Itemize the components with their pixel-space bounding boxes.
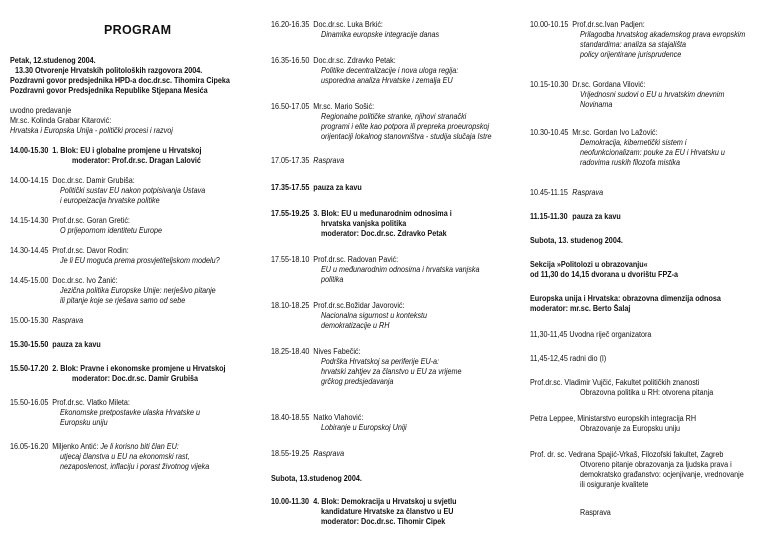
c3-talk-2: 10.15-10.30 Dr.sc. Gordana Vilović: (530, 80, 646, 89)
discussion-1: 15.00-15.30 Rasprava (10, 316, 84, 325)
talk-6-title-2: nezaposlenost, inflaciju i porast životnog vijeka (60, 462, 210, 471)
c2-talk-3-title-2: programi i elite kao potpora ili prepreka proeuropskoj (321, 122, 490, 131)
section-title: Sekcija »Politolozi u obrazovanju« (530, 260, 648, 269)
block3-header: 17.55-19.25 3. Blok: EU u međunarodnim odnosima i (271, 209, 452, 218)
c3-talk-1-title-2: standardima: analiza sa stajališta (580, 40, 687, 49)
c2-talk-7-title: Lobiranje u Europskoj Uniji (321, 423, 407, 432)
c2-coffee-break: 17.35-17.55 pauza za kavu (271, 183, 362, 192)
c3-saturday-date: Subota, 13. studenog 2004. (530, 236, 623, 245)
talk-6-title-1: utjecaj članstva u EU na ekonomski rast, (60, 452, 190, 461)
saturday-date: Subota, 13.studenog 2004. (271, 474, 362, 483)
c3-talk-3-title-3: radovima ruskih filozofa mistika (580, 158, 681, 167)
c3-discussion: 10.45-11.15 Rasprava (530, 188, 604, 197)
agenda-workshop: 11,45-12,45 radni dio (I) (530, 354, 607, 363)
block2-moderator: moderator: Doc.dr.sc. Damir Grubiša (72, 374, 199, 383)
block4-header: 10.00-11.30 4. Blok: Demokracija u Hrvatskoj u svjetlu (271, 497, 457, 506)
c3-talk-2-title-2: Novinama (580, 100, 613, 109)
c2-talk-5-title-2: demokratizacije u RH (321, 321, 390, 330)
opening-line: 13.30 Otvorenje Hrvatskih politoloških razgovora 2004. (15, 66, 203, 75)
c2-talk-4: 17.55-18.10 Prof.dr.sc. Radovan Pavić: (271, 255, 399, 264)
talk-1-title-1: Politički sustav EU nakon potpisivanja Ustava (60, 186, 206, 195)
c3-talk-1-title-1: Prilagodba hrvatskog akademskog prava evropskim (580, 30, 746, 39)
intro-title: Hrvatska i Europska Unija - politički procesi i razvoj (10, 126, 173, 135)
c2-discussion-1: 17.05-17.35 Rasprava (271, 156, 345, 165)
panel-3-title-1: Otvoreno pitanje obrazovanja za ljudska prava i (580, 460, 732, 469)
talk-4-title-2: ili pitanje koje se rješava samo od sebe (60, 296, 186, 305)
block2-header: 15.50-17.20 2. Blok: Pravne i ekonomske promjene u Hrvatskoj (10, 364, 226, 373)
agenda-intro: 11,30-11,45 Uvodna riječ organizatora (530, 330, 652, 339)
c3-talk-1: 10.00-10.15 Prof.dr.sc.Ivan Padjen: (530, 20, 645, 29)
c2-talk-2: 16.35-16.50 Doc.dr.sc. Zdravko Petak: (271, 56, 396, 65)
c3-talk-3: 10.30-10.45 Mr.sc. Gordan Ivo Lažović: (530, 128, 658, 137)
block4-line-2: kandidature Hrvatske za članstvo u EU (321, 507, 454, 516)
talk-1: 14.00-14.15 Doc.dr.sc. Damir Grubiša: (10, 176, 135, 185)
section-topic: Europska unija i Hrvatska: obrazovna dimenzija odnosa (530, 294, 721, 303)
c2-discussion-2: 18.55-19.25 Rasprava (271, 449, 345, 458)
welcome-speech-2: Pozdravni govor Predsjednika Republike Stjepana Mesića (10, 86, 208, 95)
c3-coffee-break: 11.15-11.30 pauza za kavu (530, 212, 621, 221)
c2-talk-1: 16.20-16.35 Doc.dr.sc. Luka Brkić: (271, 20, 383, 29)
c2-talk-5: 18.10-18.25 Prof.dr.sc.Božidar Javorović: (271, 301, 405, 310)
talk-3: 14.30-14.45 Prof.dr.sc. Davor Rodin: (10, 246, 129, 255)
intro-speaker: Mr.sc. Kolinda Grabar Kitarović: (10, 116, 112, 125)
c2-talk-3-title-1: Regionalne političke stranke, njihovi stranački (321, 112, 467, 121)
talk-6: 16.05-16.20 Miljenko Antić: Je li korisno biti član EU: (10, 442, 179, 451)
c2-talk-6-title-1: Podrška Hrvatskoj sa periferije EU-a: (321, 357, 440, 366)
intro-label: uvodno predavanje (10, 106, 72, 115)
c2-talk-6-title-2: hrvatski zahtjev za članstvo u EU za vrijeme (321, 367, 462, 376)
block1-moderator: moderator: Prof.dr.sc. Dragan Lalović (72, 156, 201, 165)
talk-2-title: O prijepornom identitetu Europe (60, 226, 163, 235)
coffee-break-1: 15.30-15.50 pauza za kavu (10, 340, 101, 349)
c3-talk-1-title-3: policy orijentirane jurisprudence (580, 50, 682, 59)
panel-3-title-3: ili osiguranje kvalitete (580, 480, 649, 489)
panel-3-title-2: demokratsko građanstvo: ocjenjivanje, vrednovanje (580, 470, 744, 479)
c2-talk-4-title-1: EU u međunarodnim odnosima i hrvatska vanjska (321, 265, 480, 274)
block4-moderator: moderator: Doc.dr.sc. Tihomir Cipek (321, 517, 446, 526)
c2-talk-3: 16.50-17.05 Mr.sc. Mario Sošić: (271, 102, 375, 111)
block3-line-2: hrvatska vanjska politika (321, 219, 407, 228)
c2-talk-1-title: Dinamika europske integracije danas (321, 30, 440, 39)
c2-talk-5-title-1: Nacionalna sigurnost u kontekstu (321, 311, 428, 320)
c2-talk-6: 18.25-18.40 Nives Fabečić: (271, 347, 361, 356)
talk-4: 14.45-15.00 Doc.dr.sc. Ivo Žanić: (10, 276, 118, 285)
friday-date: Petak, 12.studenog 2004. (10, 56, 96, 65)
talk-3-title: Je li EU moguća prema prosvjetiteljskom modelu? (60, 256, 220, 265)
talk-1-title-2: i europeizacija hrvatske politike (60, 196, 160, 205)
c2-talk-6-title-3: grčkog predsjedavanja (321, 377, 394, 386)
c2-talk-2-title-1: Politike decentralizacije i nova uloga regija: (321, 66, 459, 75)
c2-talk-7: 18.40-18.55 Natko Vlahović: (271, 413, 364, 422)
c3-talk-3-title-2: neofunkcionalizam: pouke za EU i Hrvatsku u (580, 148, 725, 157)
panel-1-title: Obrazovna politika u RH: otvorena pitanja (580, 388, 714, 397)
panel-1-speaker: Prof.dr.sc. Vladimir Vujčić, Fakultet političkih znanosti (530, 378, 700, 387)
talk-4-title-1: Jezična politika Europske Unije: nerješivo pitanje (60, 286, 216, 295)
section-moderator: moderator: mr.sc. Berto Šalaj (530, 304, 631, 313)
panel-3-speaker: Prof. dr. sc. Vedrana Spajić-Vrkaš, Filozofski fakultet, Zagreb (530, 450, 724, 459)
talk-5-title-1: Ekonomske pretpostavke ulaska Hrvatske u (60, 408, 201, 417)
welcome-speech-1: Pozdravni govor predsjednika HPD-a doc.dr.sc. Tihomira Cipeka (10, 76, 230, 85)
talk-5-title-2: Europsku uniju (60, 418, 108, 427)
talk-5: 15.50-16.05 Prof.dr.sc. Vlatko Mileta: (10, 398, 130, 407)
panel-2-title: Obrazovanje za Europsku uniju (580, 424, 681, 433)
panel-2-speaker: Petra Leppee, Ministarstvo europskih integracija RH (530, 414, 697, 423)
c2-talk-3-title-3: orijentaciji lokalnog stanovništva - studija slučaja Istre (321, 132, 492, 141)
block1-header: 14.00-15.30 1. Blok: EU i globalne promjene u Hrvatskoj (10, 146, 202, 155)
block3-moderator: moderator: Doc.dr.sc. Zdravko Petak (321, 229, 447, 238)
c3-talk-3-title-1: Demokracija, kibernetički sistem i (580, 138, 687, 147)
program-title: PROGRAM (104, 23, 172, 37)
section-time-place: od 11,30 do 14,15 dvorana u dvorištu FPZ-a (530, 270, 679, 279)
talk-2: 14.15-14.30 Prof.dr.sc. Goran Gretić: (10, 216, 130, 225)
c3-talk-2-title-1: Vrijednosni sudovi o EU u hrvatskim dnevnim (580, 90, 725, 99)
c2-talk-4-title-2: politika (321, 275, 344, 284)
c3-discussion-2: Rasprava (580, 508, 611, 517)
c2-talk-2-title-2: usporedna analiza Hrvatske i zemalja EU (321, 76, 453, 85)
